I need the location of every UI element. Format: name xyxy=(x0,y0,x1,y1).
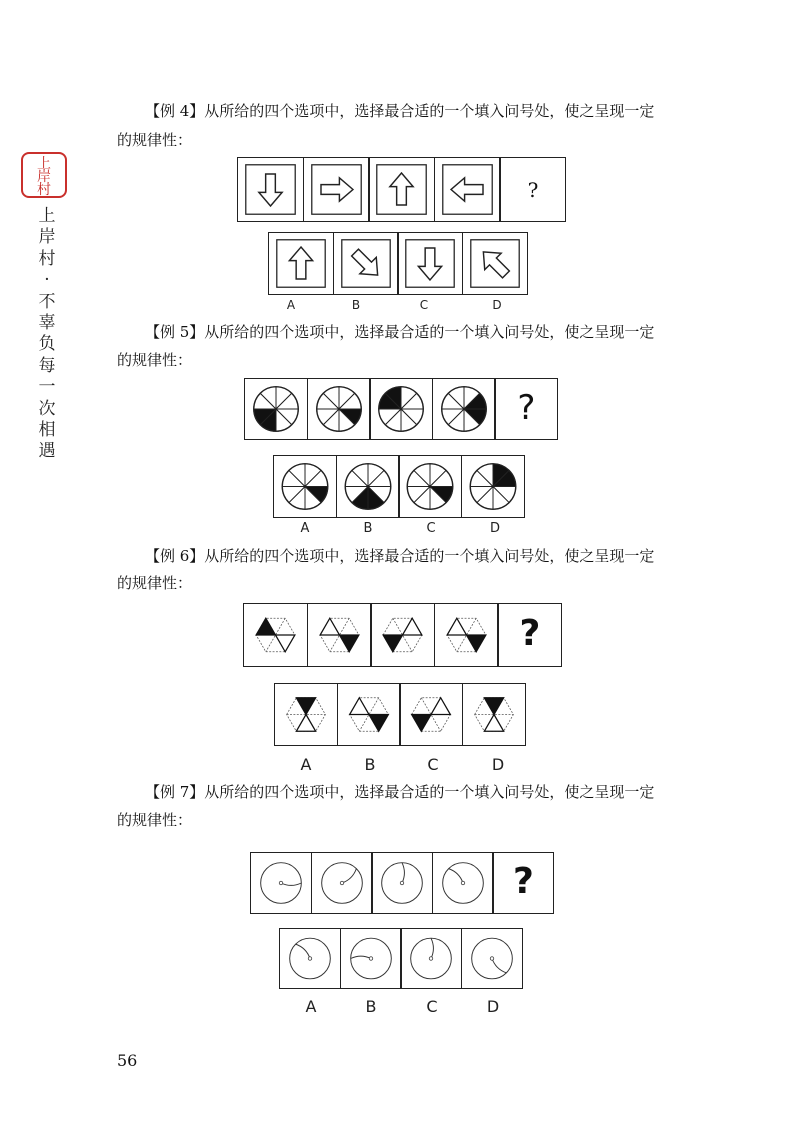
page-number: 56 xyxy=(117,1051,138,1070)
sector-circle-figure xyxy=(462,456,524,517)
q5-sequence-figure-3 xyxy=(369,378,433,440)
arrow-down-icon xyxy=(419,248,442,280)
curve-circle-figure xyxy=(433,853,493,913)
arrow-box-figure xyxy=(398,233,462,294)
arrow-box-figure xyxy=(435,158,500,221)
sector-circle-figure xyxy=(399,456,461,517)
q4-option-a-figure[interactable] xyxy=(268,232,334,295)
q4-option-b-label: B xyxy=(351,298,361,312)
center-dot xyxy=(400,881,403,884)
slogan-char: 一 xyxy=(38,377,56,398)
q5-sequence-figure-1 xyxy=(244,378,308,440)
curve-circle-figure xyxy=(401,929,461,988)
q5-option-b-label: B xyxy=(363,521,373,536)
q6-sequence-row xyxy=(243,603,561,667)
q6-option-d-figure[interactable] xyxy=(462,683,526,746)
question-mark: ? xyxy=(517,388,536,428)
q7-sequence-figure-1 xyxy=(250,852,312,914)
hexagon-figure xyxy=(400,684,462,745)
logo-char: 村 xyxy=(37,182,51,198)
q6-sequence-figure-4 xyxy=(434,603,499,667)
curve-circle-figure xyxy=(372,853,432,913)
q7-option-d-figure[interactable] xyxy=(461,928,523,989)
q4-sequence-figure-4 xyxy=(434,157,501,222)
curve-circle-figure xyxy=(280,929,340,988)
arrow-box-figure xyxy=(269,233,333,294)
q7-option-d-label: D xyxy=(486,997,500,1016)
sector-circle-figure xyxy=(337,456,399,517)
q5-option-c-label: C xyxy=(426,521,436,536)
arrow-box-figure xyxy=(463,233,527,294)
hexagon-figure xyxy=(244,604,307,666)
q4-prompt-line2: 的规律性： xyxy=(117,131,193,149)
arrow-down-right-icon xyxy=(346,244,385,283)
q5-option-d-label: D xyxy=(489,521,500,536)
center-dot xyxy=(490,957,493,960)
q6-options-row xyxy=(274,683,524,746)
sector-circle-figure xyxy=(370,379,432,439)
sidebar-slogan xyxy=(36,206,58,463)
center-dot xyxy=(461,881,464,884)
q4-sequence-figure-1 xyxy=(237,157,304,222)
sector-circle-figure xyxy=(245,379,307,439)
arrow-box-figure xyxy=(304,158,369,221)
q5-option-d-figure[interactable] xyxy=(461,455,525,518)
slogan-char: 上 xyxy=(38,206,56,226)
q6-prompt-line1: 【例 6】从所给的四个选项中，选择最合适的一个填入问号处，使之呈现一定 xyxy=(145,547,655,565)
arrow-up-left-icon xyxy=(475,244,514,283)
q4-prompt-line1: 【例 4】从所给的四个选项中，选择最合适的一个填入问号处，使之呈现一定 xyxy=(145,102,655,120)
q5-option-c-figure[interactable] xyxy=(398,455,462,518)
arrow-up-icon xyxy=(289,247,312,279)
publisher-logo-stamp xyxy=(21,152,67,198)
q7-option-b-figure[interactable] xyxy=(340,928,402,989)
slogan-char: 辜 xyxy=(38,313,56,334)
arrow-box-figure xyxy=(334,233,398,294)
center-dot xyxy=(369,957,372,960)
hexagon-figure xyxy=(308,604,371,666)
q4-options-row xyxy=(268,232,526,295)
sector-circle-figure xyxy=(433,379,495,439)
hexagon-figure xyxy=(463,684,525,745)
logo-char: 上 xyxy=(37,156,51,172)
q6-sequence-figure-1 xyxy=(243,603,308,667)
q6-option-c-figure[interactable] xyxy=(399,683,463,746)
hexagon-figure xyxy=(275,684,337,745)
q7-question-cell xyxy=(492,852,554,914)
arrow-right-icon xyxy=(321,178,353,201)
curve-circle-figure xyxy=(341,929,401,988)
q5-option-b-figure[interactable] xyxy=(336,455,400,518)
hexagon-figure xyxy=(338,684,400,745)
q5-prompt-line1: 【例 5】从所给的四个选项中，选择最合适的一个填入问号处，使之呈现一定 xyxy=(145,323,655,341)
q4-option-d-label: D xyxy=(492,298,502,312)
curve-circle-figure xyxy=(251,853,311,913)
arrow-box-figure xyxy=(369,158,434,221)
q6-question-cell xyxy=(497,603,562,667)
question-mark: ? xyxy=(527,178,539,202)
q6-sequence-figure-3 xyxy=(370,603,435,667)
q5-options-row xyxy=(273,455,523,518)
q5-question-cell xyxy=(494,378,558,440)
hexagon-figure xyxy=(435,604,498,666)
logo-char: 岸 xyxy=(37,169,51,185)
q7-option-a-figure[interactable] xyxy=(279,928,341,989)
q5-sequence-row xyxy=(244,378,557,440)
q6-option-c-label: C xyxy=(427,755,439,774)
q4-option-d-figure[interactable] xyxy=(462,232,528,295)
slogan-char: 相 xyxy=(38,420,56,441)
q7-prompt-line2: 的规律性： xyxy=(117,811,193,829)
q4-option-a-label: A xyxy=(286,298,296,312)
q6-sequence-figure-2 xyxy=(307,603,372,667)
center-dot xyxy=(340,881,343,884)
arrow-left-icon xyxy=(451,178,483,201)
q7-prompt-line1: 【例 7】从所给的四个选项中，选择最合适的一个填入问号处，使之呈现一定 xyxy=(145,783,655,801)
q6-option-b-label: B xyxy=(364,755,376,774)
sector-circle-figure xyxy=(308,379,370,439)
q7-sequence-figure-2 xyxy=(311,852,373,914)
q5-prompt-line2: 的规律性： xyxy=(117,351,193,369)
question-mark: ? xyxy=(519,613,541,654)
q5-option-a-figure[interactable] xyxy=(273,455,337,518)
q7-option-c-figure[interactable] xyxy=(400,928,462,989)
q4-question-cell xyxy=(499,157,566,222)
slogan-char: 每 xyxy=(38,355,56,376)
q6-prompt-line2: 的规律性： xyxy=(117,574,193,592)
slogan-char: 次 xyxy=(38,398,56,419)
q5-sequence-figure-2 xyxy=(307,378,371,440)
slogan-char: 岸 xyxy=(38,227,56,248)
q7-option-a-label: A xyxy=(305,997,317,1016)
arrow-up-icon xyxy=(390,173,413,205)
arrow-box-figure xyxy=(238,158,303,221)
q7-sequence-row xyxy=(250,852,553,914)
q5-sequence-figure-4 xyxy=(432,378,496,440)
slogan-char: 村 xyxy=(38,248,56,269)
curve-circle-figure xyxy=(312,853,372,913)
q4-option-b-figure[interactable] xyxy=(333,232,399,295)
slogan-char: 遇 xyxy=(38,441,56,462)
q4-option-c-figure[interactable] xyxy=(397,232,463,295)
q6-option-a-figure[interactable] xyxy=(274,683,338,746)
slogan-char: · xyxy=(44,270,50,291)
q7-option-c-label: C xyxy=(426,997,438,1016)
hexagon-figure xyxy=(371,604,434,666)
q7-sequence-figure-3 xyxy=(371,852,433,914)
q6-option-d-label: D xyxy=(491,755,505,774)
center-dot xyxy=(429,957,432,960)
q5-option-a-label: A xyxy=(300,521,310,536)
q4-option-c-label: C xyxy=(419,298,429,312)
q7-options-row xyxy=(279,928,521,989)
curve-circle-figure xyxy=(462,929,522,988)
q4-sequence-row xyxy=(237,157,565,222)
q7-option-b-label: B xyxy=(365,997,377,1016)
center-dot xyxy=(279,881,282,884)
q6-option-b-figure[interactable] xyxy=(337,683,401,746)
q7-sequence-figure-4 xyxy=(432,852,494,914)
q4-sequence-figure-3 xyxy=(368,157,435,222)
q6-option-a-label: A xyxy=(300,755,312,774)
sector-circle-figure xyxy=(274,456,336,517)
slogan-char: 负 xyxy=(38,334,56,355)
question-mark: ? xyxy=(512,861,534,902)
q4-sequence-figure-2 xyxy=(303,157,370,222)
center-dot xyxy=(308,957,311,960)
slogan-char: 不 xyxy=(38,291,56,312)
arrow-down-icon xyxy=(259,174,282,206)
